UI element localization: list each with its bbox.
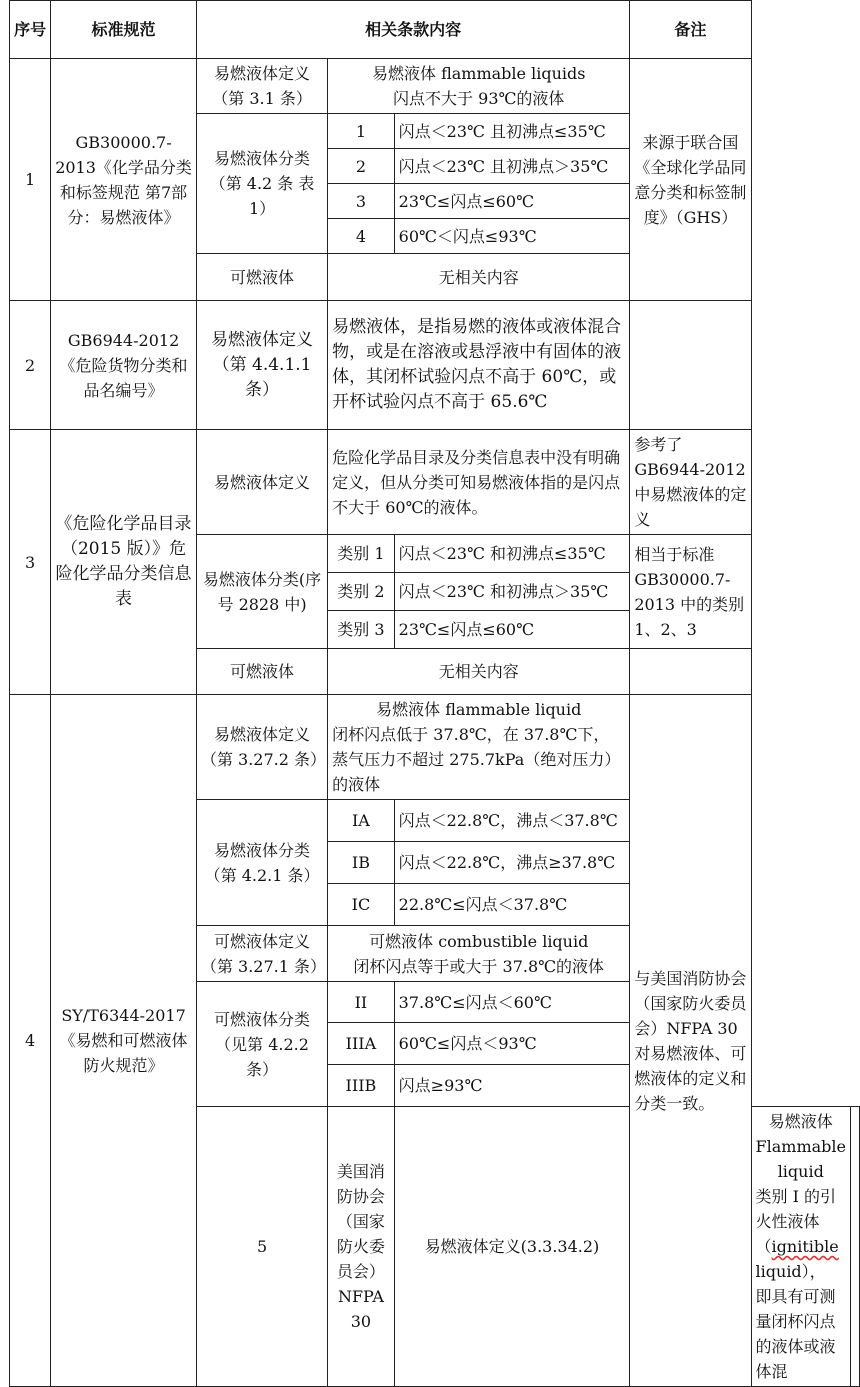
row1-class-cat: 4 <box>328 219 395 254</box>
row4-def-content <box>328 695 630 800</box>
header-note: 备注 <box>630 1 751 59</box>
row3-standard: 《危险化学品目录（2015 版）》危险化学品分类信息表 <box>51 430 197 695</box>
row3-class-desc: 23℃≤闪点≤60℃ <box>394 611 630 649</box>
row4-comb-def-label: 可燃液体定义（第 3.27.1 条） <box>196 926 327 982</box>
row4-class-cat: IB <box>328 842 395 884</box>
row5-def-label: 易燃液体定义(3.3.34.2) <box>394 1107 630 1387</box>
row2-standard: GB6944-2012《危险货物分类和品名编号》 <box>51 301 197 430</box>
row4-comb-class-cat: IIIA <box>328 1023 395 1065</box>
row5-empty-note <box>851 1107 860 1387</box>
row1-class-cat: 2 <box>328 149 395 184</box>
row4-class-cat: IC <box>328 884 395 926</box>
row4-comb-class-desc: 60℃≤闪点＜93℃ <box>394 1023 630 1065</box>
table-row <box>10 430 860 535</box>
row4-comb-class-label: 可燃液体分类（见第 4.2.2 条） <box>196 982 327 1107</box>
row4-seq: 4 <box>10 695 51 1387</box>
table-row <box>10 695 860 800</box>
row1-comb-label: 可燃液体 <box>196 254 327 301</box>
row4-def-content-line1: 易燃液体 flammable liquid <box>376 700 582 719</box>
row3-class-cat: 类别 3 <box>328 611 395 649</box>
row4-comb-def-line1: 可燃液体 combustible liquid <box>369 931 589 951</box>
row4-comb-class-cat: II <box>328 982 395 1023</box>
row4-class-desc: 闪点＜22.8℃，沸点＜37.8℃ <box>394 800 630 842</box>
row1-class-desc: 闪点＜23℃ 且初沸点≤35℃ <box>394 114 630 149</box>
row1-comb-content: 无相关内容 <box>328 254 630 301</box>
row3-def-label: 易燃液体定义 <box>196 430 327 535</box>
row4-class-desc: 22.8℃≤闪点＜37.8℃ <box>394 884 630 926</box>
row1-def-content <box>328 59 630 114</box>
table-header-row <box>10 1 860 59</box>
row4-class-cat: IA <box>328 800 395 842</box>
row5-def-line3: 即具有可测量闭杯闪点的液体或液体混 <box>755 1287 836 1381</box>
header-standard: 标准规范 <box>51 1 197 59</box>
row2-note <box>630 301 751 430</box>
header-seq: 序号 <box>10 1 51 59</box>
row4-def-content-line2: 闭杯闪点低于 37.8℃，在 37.8℃下，蒸气压力不超过 275.7kPa（绝对压力）的液体 <box>332 725 621 794</box>
row2-def-content: 易燃液体，是指易燃的液体或液体混合物，或是在溶液或悬浮液中有固体的液体，其闭杯试验闪点不高于 60℃，或开杯试验闪点不高于 65.6℃ <box>328 301 630 430</box>
row4-comb-def-line2: 闭杯闪点等于或大于 37.8℃的液体 <box>353 956 605 976</box>
row3-class-desc: 闪点＜23℃ 和初沸点＞35℃ <box>394 573 630 611</box>
row3-class-desc: 闪点＜23℃ 和初沸点≤35℃ <box>394 535 630 573</box>
header-content: 相关条款内容 <box>196 1 629 59</box>
row3-comb-label: 可燃液体 <box>196 649 327 695</box>
row5-def-line2b: ignitible <box>771 1237 839 1256</box>
row5-standard: 美国消防协会（国家防火委员会）NFPA 30 <box>328 1107 395 1387</box>
row4-class-label: 易燃液体分类（第 4.2.1 条） <box>196 800 327 926</box>
row2-seq: 2 <box>10 301 51 430</box>
row4-class-desc: 闪点＜22.8℃，沸点≥37.8℃ <box>394 842 630 884</box>
row1-class-desc: 23℃≤闪点≤60℃ <box>394 184 630 219</box>
row3-def-content: 危险化学品目录及分类信息表中没有明确定义，但从分类可知易燃液体指的是闪点不大于 60℃的液体。 <box>328 430 630 535</box>
standards-table <box>9 0 860 1387</box>
row3-class-cat: 类别 2 <box>328 573 395 611</box>
row5-def-content <box>751 1107 850 1387</box>
row4-standard: SY/T6344-2017《易燃和可燃液体防火规范》 <box>51 695 197 1387</box>
row1-class-cat: 3 <box>328 184 395 219</box>
row5-def-line2c: liquid）， <box>755 1262 826 1281</box>
row3-class-label: 易燃液体分类(序号 2828 中) <box>196 535 327 649</box>
row2-def-label: 易燃液体定义（第 4.4.1.1 条） <box>196 301 327 430</box>
row3-empty-note <box>630 649 751 695</box>
row3-seq: 3 <box>10 430 51 695</box>
row4-def-label: 易燃液体定义（第 3.27.2 条） <box>196 695 327 800</box>
row4-comb-class-cat: IIIB <box>328 1065 395 1107</box>
row1-standard: GB30000.7-2013《化学品分类和标签规范 第7部分：易燃液体》 <box>51 59 197 301</box>
row1-seq: 1 <box>10 59 51 301</box>
row1-class-label: 易燃液体分类（第 4.2 条 表 1） <box>196 114 327 254</box>
row4-note: 与美国消防协会（国家防火委员会）NFPA 30 对易燃液体、可燃液体的定义和分类一致。 <box>630 695 751 1387</box>
row1-class-desc: 60℃＜闪点≤93℃ <box>394 219 630 254</box>
table-row <box>10 301 860 430</box>
row3-class-cat: 类别 1 <box>328 535 395 573</box>
row1-note: 来源于联合国《全球化学品同意分类和标签制度》（GHS） <box>630 59 751 301</box>
row3-def-note: 参考了 GB6944-2012 中易燃液体的定义 <box>630 430 751 535</box>
row4-comb-class-desc: 37.8℃≤闪点＜60℃ <box>394 982 630 1023</box>
row1-class-cat: 1 <box>328 114 395 149</box>
row5-def-line1: 易燃液体 Flammable liquid <box>755 1112 846 1181</box>
row3-class-note: 相当于标准 GB30000.7-2013 中的类别 1、2、3 <box>630 535 751 649</box>
row1-class-desc: 闪点＜23℃ 且初沸点＞35℃ <box>394 149 630 184</box>
table-row <box>10 59 860 114</box>
row1-def-content-line2: 闪点不大于 93℃的液体 <box>393 89 565 108</box>
row5-seq: 5 <box>196 1107 327 1387</box>
row1-def-label: 易燃液体定义（第 3.1 条） <box>196 59 327 114</box>
row4-comb-class-desc: 闪点≥93℃ <box>394 1065 630 1107</box>
row5-def-line2 <box>756 1184 846 1284</box>
row5-def-line2a: 类别 I 的引火性液体（ <box>755 1187 837 1256</box>
row3-comb-content: 无相关内容 <box>328 649 630 695</box>
row1-def-content-line1: 易燃液体 flammable liquids <box>372 64 586 83</box>
row4-comb-def-content <box>328 926 630 982</box>
